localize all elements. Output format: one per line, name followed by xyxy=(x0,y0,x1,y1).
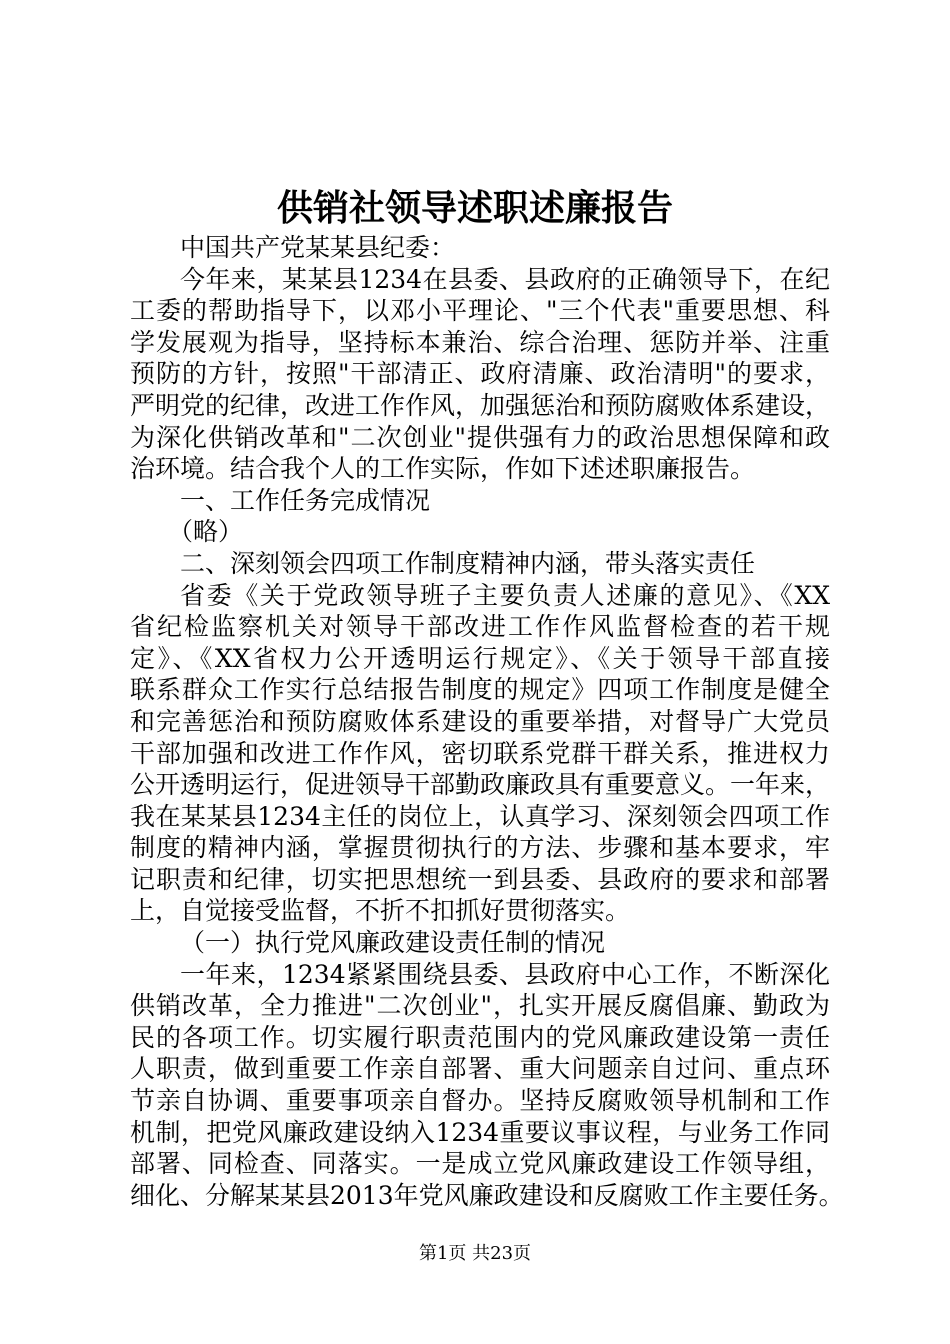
page-number-footer: 第1页 共23页 xyxy=(418,1243,532,1264)
body-line: 联系群众工作实行总结报告制度的规定》四项工作制度是健全 xyxy=(130,675,830,705)
body-line: 省纪检监察机关对领导干部改进工作作风监督检查的若干规 xyxy=(130,612,830,642)
body-line: 上，自觉接受监督，不折不扣抓好贯彻落实。 xyxy=(130,896,631,926)
body-line: 我在某某县1234主任的岗位上，认真学习、深刻领会四项工作 xyxy=(130,801,830,831)
body-line: 供销改革，全力推进"二次创业"，扎实开展反腐倡廉、勤政为 xyxy=(130,991,830,1021)
body-line: 学发展观为指导，坚持标本兼治、综合治理、惩防并举、注重 xyxy=(130,327,830,357)
body-line: （略） xyxy=(168,517,244,547)
body-line: 为深化供销改革和"二次创业"提供强有力的政治思想保障和政 xyxy=(130,422,830,452)
document-title: 供销社领导述职述廉报告 xyxy=(276,187,673,229)
section-heading: 二、深刻领会四项工作制度精神内涵，带头落实责任 xyxy=(180,548,756,578)
body-line: 机制，把党风廉政建设纳入1234重要议事议程，与业务工作同 xyxy=(130,1117,830,1147)
body-line: 节亲自协调、重要事项亲自督办。坚持反腐败领导机制和工作 xyxy=(130,1086,830,1116)
body-line: 公开透明运行，促进领导干部勤政廉政具有重要意义。一年来， xyxy=(130,770,831,800)
document-body xyxy=(130,232,844,1211)
body-line: 今年来，某某县1234在县委、县政府的正确领导下，在纪 xyxy=(180,264,830,294)
body-line: 一年来，1234紧紧围绕县委、县政府中心工作，不断深化 xyxy=(180,959,830,989)
salutation-line: 中国共产党某某县纪委： xyxy=(180,233,456,262)
body-line: 细化、分解某某县2013年党风廉政建设和反腐败工作主要任务。 xyxy=(130,1180,844,1210)
body-line: 民的各项工作。切实履行职责范围内的党风廉政建设第一责任 xyxy=(130,1022,830,1052)
body-line: 记职责和纪律，切实把思想统一到县委、县政府的要求和部署 xyxy=(130,864,830,894)
body-line: 治环境。结合我个人的工作实际，作如下述述职廉报告。 xyxy=(130,454,756,484)
body-line: 制度的精神内涵，掌握贯彻执行的方法、步骤和基本要求，牢 xyxy=(130,833,830,863)
body-line: 工委的帮助指导下，以邓小平理论、"三个代表"重要思想、科 xyxy=(130,296,830,326)
body-line: 和完善惩治和预防腐败体系建设的重要举措，对督导广大党员 xyxy=(130,706,830,736)
body-line: 人职责，做到重要工作亲自部署、重大问题亲自过问、重点环 xyxy=(130,1054,830,1084)
body-line: 定》、《XX省权力公开透明运行规定》、《关于领导干部直接 xyxy=(130,643,830,673)
section-heading: 一、工作任务完成情况 xyxy=(180,485,431,515)
body-line: 干部加强和改进工作作风，密切联系党群干群关系，推进权力 xyxy=(130,738,830,768)
subsection-heading: （一）执行党风廉政建设责任制的情况 xyxy=(180,928,606,958)
body-line: 省委《关于党政领导班子主要负责人述廉的意见》、《XX xyxy=(180,580,830,610)
body-line: 部署、同检查、同落实。一是成立党风廉政建设工作领导组， xyxy=(130,1149,830,1179)
body-line: 预防的方针，按照"干部清正、政府清廉、政治清明"的要求， xyxy=(130,359,830,389)
body-line: 严明党的纪律，改进工作作风，加强惩治和预防腐败体系建设， xyxy=(130,390,831,420)
